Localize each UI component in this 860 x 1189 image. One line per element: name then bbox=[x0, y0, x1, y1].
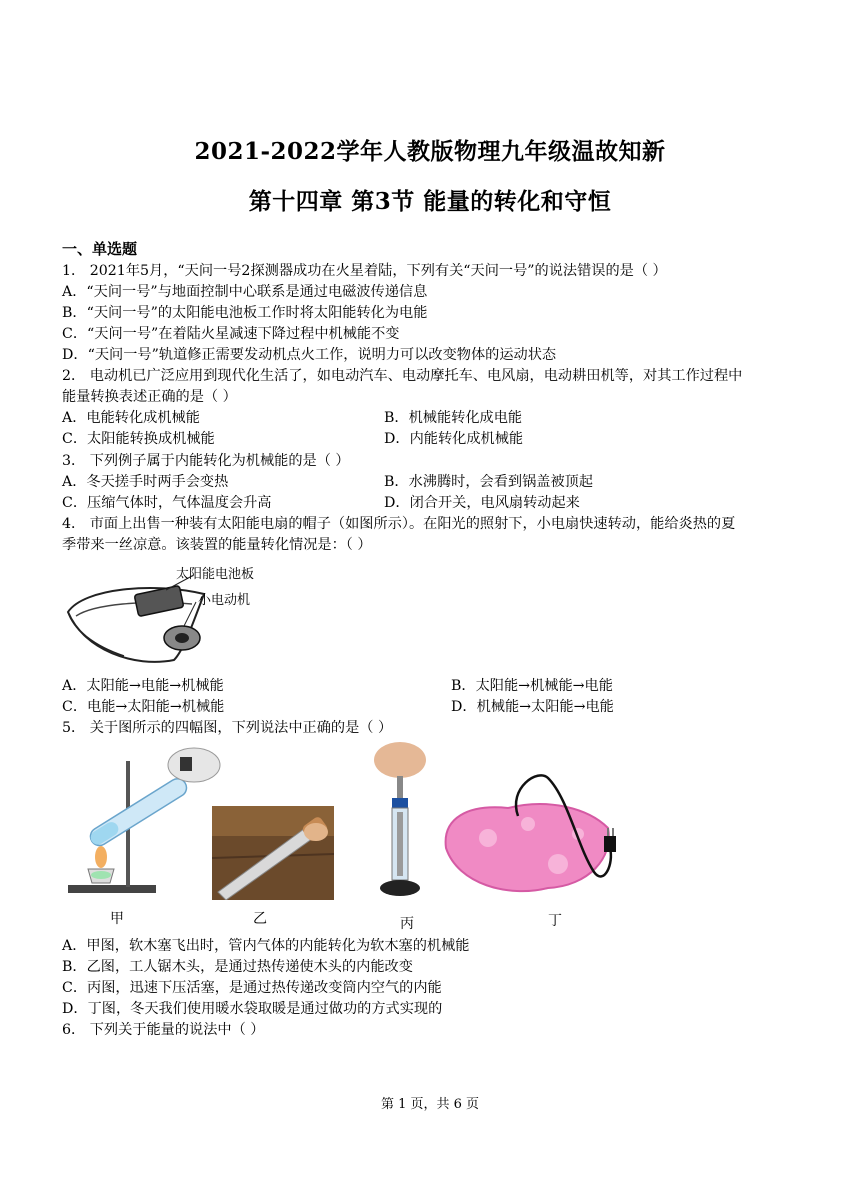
piston-cap-shape bbox=[392, 798, 408, 808]
question-2-option-d: D．内能转化成机械能 bbox=[384, 431, 524, 447]
question-1-option-a: A．“天问一号”与地面控制中心联系是通过电磁波传递信息 bbox=[62, 284, 428, 300]
figure-yi-sawing-wood bbox=[212, 806, 334, 900]
inner-rod-shape bbox=[397, 812, 403, 876]
figure-jia-test-tube bbox=[62, 745, 222, 897]
section-heading: 一、单选题 bbox=[62, 240, 138, 258]
hand-shape bbox=[304, 823, 328, 841]
figure-caption-yi: 乙 bbox=[253, 911, 267, 927]
question-5-option-b: B．乙图，工人锯木头，是通过热传递使木头的内能改变 bbox=[62, 959, 413, 975]
motor-hub-shape bbox=[175, 633, 189, 643]
figure-caption-bing: 丙 bbox=[400, 916, 414, 932]
solar-hat-figure bbox=[64, 560, 284, 672]
question-1-option-d: D．“天问一号”轨道修正需要发动机点火工作，说明力可以改变物体的运动状态 bbox=[62, 347, 557, 363]
question-5-stem: 5． 关于图所示的四幅图，下列说法中正确的是（ ） bbox=[62, 720, 393, 736]
question-1-option-b: B．“天问一号”的太阳能电池板工作时将太阳能转化为电能 bbox=[62, 305, 428, 321]
question-4-stem-line2: 季带来一丝凉意。该装置的能量转化情况是：（ ） bbox=[62, 537, 372, 553]
steam-cloud-shape bbox=[168, 748, 220, 782]
question-2-stem-line1: 2． 电动机已广泛应用到现代化生活了，如电动汽车、电动摩托车、电风扇，电动耕田机等，对其工作过程中 bbox=[62, 368, 743, 384]
question-3-option-d: D．闭合开关，电风扇转动起来 bbox=[384, 495, 580, 511]
question-2-stem-line2: 能量转换表述正确的是（ ） bbox=[62, 389, 237, 405]
question-4-option-a: A．太阳能→电能→机械能 bbox=[62, 678, 224, 694]
lamp-liquid-shape bbox=[91, 871, 111, 879]
motor-label: 小电动机 bbox=[198, 593, 251, 608]
bag-bubble-shape bbox=[479, 829, 497, 847]
question-3-option-c: C．压缩气体时，气体温度会升高 bbox=[62, 495, 272, 511]
question-1-option-c: C．“天问一号”在着陆火星减速下降过程中机械能不变 bbox=[62, 326, 400, 342]
stand-base-shape bbox=[68, 885, 156, 893]
question-4-option-b: B．太阳能→机械能→电能 bbox=[451, 678, 613, 694]
question-5-option-d: D．丁图，冬天我们使用暖水袋取暖是通过做功的方式实现的 bbox=[62, 1001, 443, 1017]
plug-shape bbox=[604, 836, 616, 852]
bag-bubble-shape bbox=[548, 854, 568, 874]
cork-shape bbox=[180, 757, 192, 771]
question-6-stem: 6． 下列关于能量的说法中（ ） bbox=[62, 1022, 265, 1038]
question-2-option-b: B．机械能转化成电能 bbox=[384, 410, 523, 426]
solar-panel-label: 太阳能电池板 bbox=[176, 567, 255, 582]
figure-bing-piston bbox=[366, 738, 438, 902]
question-3-stem: 3． 下列例子属于内能转化为机械能的是（ ） bbox=[62, 453, 350, 469]
figure-ding-hot-water-bag bbox=[438, 768, 660, 908]
pressing-hand-shape bbox=[374, 742, 426, 778]
question-5-option-c: C．丙图，迅速下压活塞，是通过热传递改变筒内空气的内能 bbox=[62, 980, 442, 996]
question-1-stem: 1． 2021年5月，“天问一号2探测器成功在火星着陆，下列有关“天问一号”的说法错误的是（ ） bbox=[62, 263, 667, 279]
question-3-option-a: A．冬天搓手时两手会变热 bbox=[62, 474, 229, 490]
question-4-stem-line1: 4． 市面上出售一种装有太阳能电扇的帽子（如图所示）。在阳光的照射下，小电扇快速转动，能给炎热的夏 bbox=[62, 516, 736, 532]
question-5-option-a: A．甲图，软木塞飞出时，管内气体的内能转化为软木塞的机械能 bbox=[62, 938, 470, 954]
figure-caption-ding: 丁 bbox=[548, 913, 562, 929]
question-3-option-b: B．水沸腾时，会看到锅盖被顶起 bbox=[384, 474, 594, 490]
piston-base-shape bbox=[380, 880, 420, 896]
document-title: 2021-2022学年人教版物理九年级温故知新 bbox=[194, 138, 666, 165]
bag-bubble-shape bbox=[521, 817, 535, 831]
question-4-option-c: C．电能→太阳能→机械能 bbox=[62, 699, 225, 715]
question-2-option-a: A．电能转化成机械能 bbox=[62, 410, 200, 426]
figure-caption-jia: 甲 bbox=[110, 911, 124, 927]
question-2-option-c: C．太阳能转换成机械能 bbox=[62, 431, 215, 447]
question-4-option-d: D．机械能→太阳能→电能 bbox=[451, 699, 614, 715]
flame-shape bbox=[95, 846, 107, 868]
piston-rod-shape bbox=[397, 776, 403, 800]
chapter-title: 第十四章 第3节 能量的转化和守恒 bbox=[248, 188, 612, 215]
page-footer: 第 1 页，共 6 页 bbox=[380, 1097, 480, 1112]
